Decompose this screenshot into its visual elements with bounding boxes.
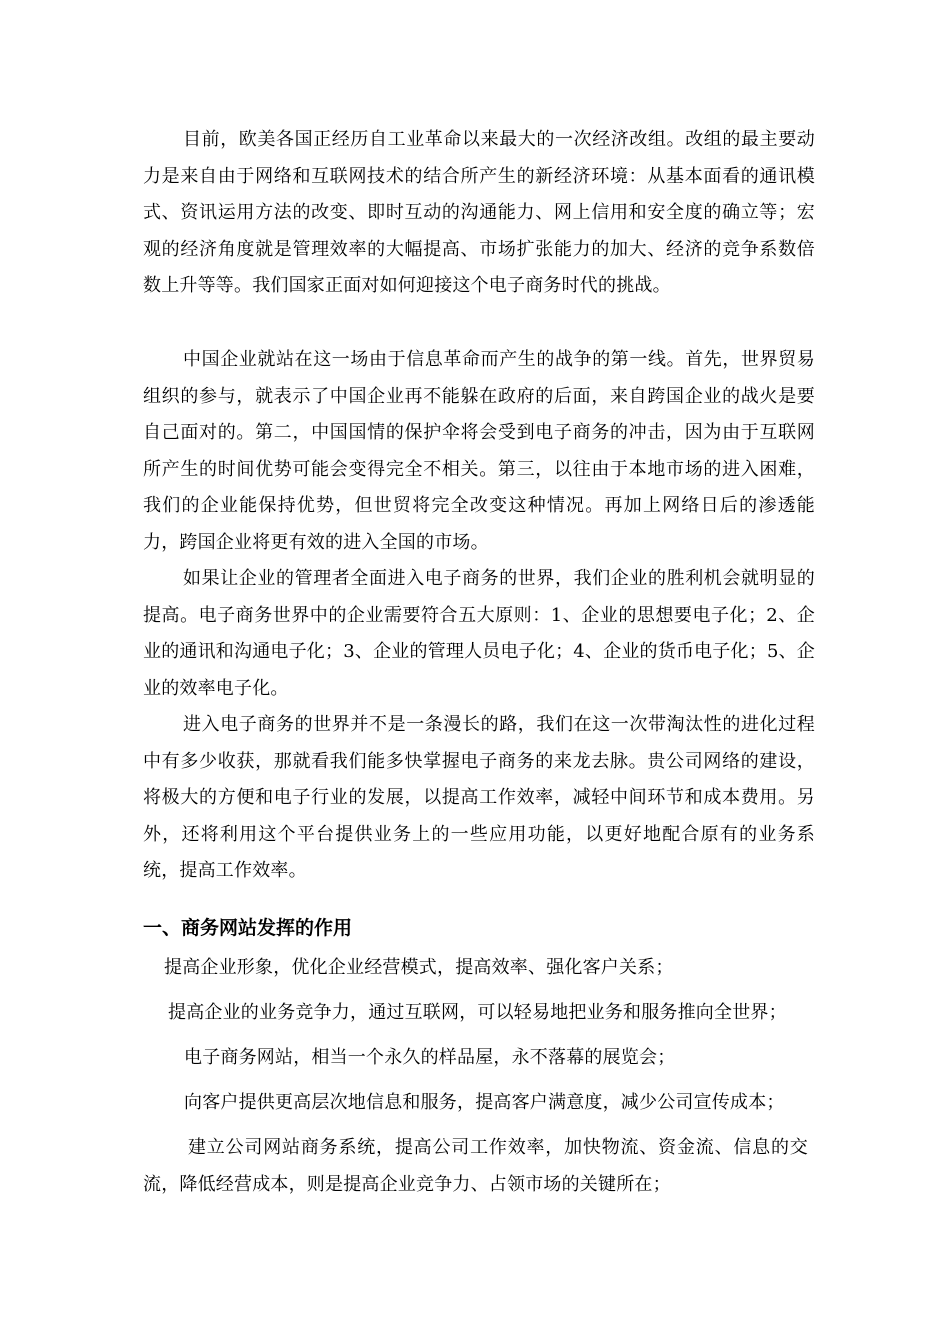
list-item: 提高企业的业务竞争力，通过互联网，可以轻易地把业务和服务推向全世界； (168, 1002, 787, 1023)
list-item: 建立公司网站商务系统，提高公司工作效率，加快物流、资金流、信息的交流，降低经营成本，则是提高企业竞争力、占领市场的关键所在； (143, 1137, 808, 1195)
list-item: 提高企业形象，优化企业经营模式，提高效率、强化客户关系； (164, 957, 674, 978)
body-paragraph: 目前，欧美各国正经历自工业革命以来最大的一次经济改组。改组的最主要动力是来自由于网络和互联网技术的结合所产生的新经济环境：从基本面看的通讯模式、资讯运用方法的改变、即时互动的沟通能力、网上信用和安全度的确立等；宏观的经济角度就是管理效率的大幅提高、市场扩张能力的加大、经济的竞争系数倍数上升等等。我们国家正面对如何迎接这个电子商务时代的挑战。 (143, 129, 815, 296)
body-paragraph: 如果让企业的管理者全面进入电子商务的世界，我们企业的胜利机会就明显的提高。电子商务世界中的企业需要符合五大原则：1、企业的思想要电子化；2、企业的通讯和沟通电子化；3、企业的管理人员电子化；4、企业的货币电子化；5、企业的效率电子化。 (143, 568, 815, 699)
body-paragraph: 中国企业就站在这一场由于信息革命而产生的战争的第一线。首先，世界贸易组织的参与，就表示了中国企业再不能躲在政府的后面，来自跨国企业的战火是要自己面对的。第二，中国国情的保护伞将会受到电子商务的冲击，因为由于互联网所产生的时间优势可能会变得完全不相关。第三，以往由于本地市场的进入困难，我们的企业能保持优势，但世贸将完全改变这种情况。再加上网络日后的渗透能力，跨国企业将更有效的进入全国的市场。 (143, 349, 815, 553)
list-item: 电子商务网站，相当一个永久的样品屋，永不落幕的展览会； (184, 1047, 676, 1068)
body-paragraph: 进入电子商务的世界并不是一条漫长的路，我们在这一次带淘汰性的进化过程中有多少收获，那就看我们能多快掌握电子商务的来龙去脉。贵公司网络的建设，将极大的方便和电子行业的发展，以提高工作效率，减轻中间环节和成本费用。另外，还将利用这个平台提供业务上的一些应用功能，以更好地配合原有的业务系统，提高工作效率。 (143, 714, 815, 881)
section-heading: 一、商务网站发挥的作用 (143, 917, 353, 939)
list-item: 向客户提供更高层次地信息和服务，提高客户满意度，减少公司宣传成本； (184, 1092, 785, 1113)
